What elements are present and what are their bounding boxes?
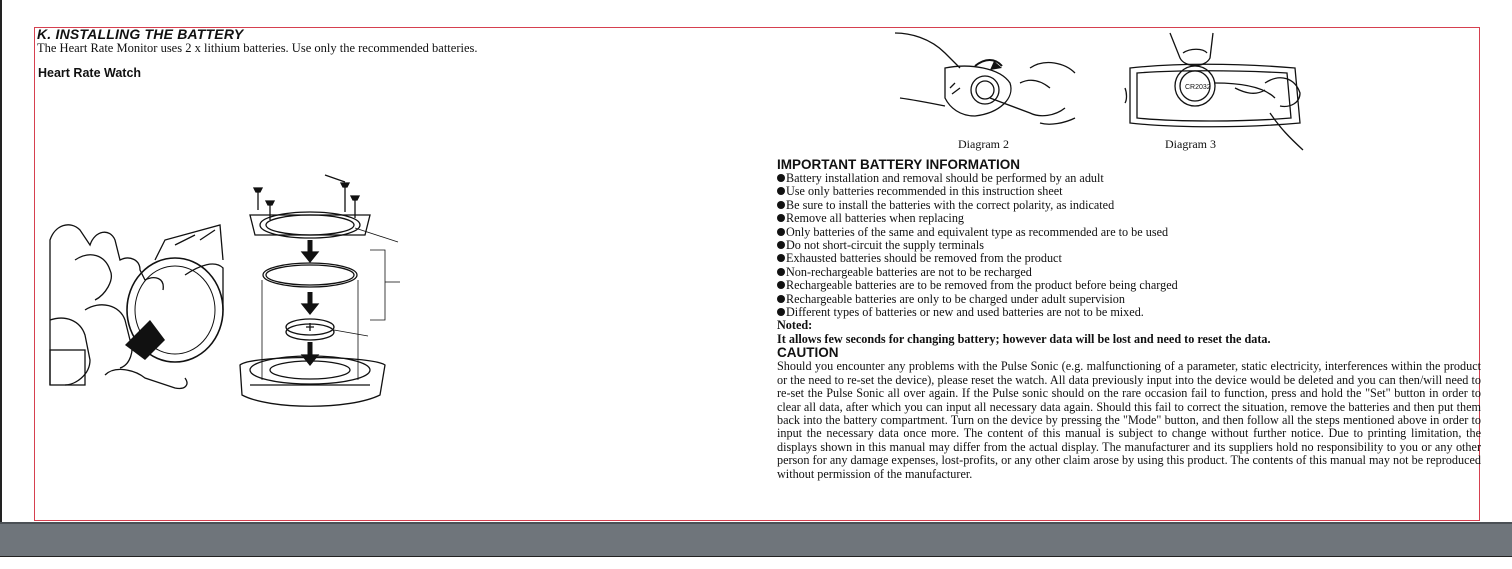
diagram-3-caption: Diagram 3 bbox=[1165, 137, 1216, 151]
bullet-icon bbox=[777, 254, 785, 262]
info-heading: IMPORTANT BATTERY INFORMATION bbox=[777, 157, 1020, 172]
bullet-icon bbox=[777, 187, 785, 195]
list-item: Rechargeable batteries are only to be charged under adult supervision bbox=[777, 293, 1481, 306]
bullet-icon bbox=[777, 281, 785, 289]
exploded-battery-diagram bbox=[230, 170, 410, 415]
caution-heading: CAUTION bbox=[777, 345, 839, 361]
battery-label: CR2032 bbox=[1185, 84, 1211, 91]
noted-label: Noted: bbox=[777, 318, 813, 333]
intro-text: The Heart Rate Monitor uses 2 x lithium batteries. Use only the recommended batteries. bbox=[37, 41, 478, 55]
diagram-2-caption: Diagram 2 bbox=[958, 137, 1009, 151]
footer-bottom-strip bbox=[0, 556, 1512, 569]
list-item: Use only batteries recommended in this instruction sheet bbox=[777, 185, 1481, 198]
bullet-icon bbox=[777, 214, 785, 222]
diagram-3-illustration bbox=[1115, 28, 1315, 153]
list-item: Non-rechargeable batteries are not to be recharged bbox=[777, 266, 1481, 279]
bullet-icon bbox=[777, 268, 785, 276]
noted-text: It allows few seconds for changing battery; however data will be lost and need to reset the data. bbox=[777, 331, 1271, 346]
bullet-icon bbox=[777, 228, 785, 236]
diagram-2-illustration bbox=[890, 28, 1080, 140]
screw-icon bbox=[254, 188, 262, 210]
list-item: Exhausted batteries should be removed from the product bbox=[777, 252, 1481, 265]
list-item: Do not short-circuit the supply terminals bbox=[777, 239, 1481, 252]
bullet-icon bbox=[777, 201, 785, 209]
caution-text: Should you encounter any problems with the Pulse Sonic (e.g. malfunctioning of a parameter, static electricity, interferences within the product or the need to re-set the device), please reset the watch. All data previously input into the device would be deleted and you can then/will need to re-set the Pulse Sonic all over again. If the Pulse sonic should on the rare occasion fail to function, press and hold the "Set" button in order to clear all data, after which you can input all necessary data again. Should this fail to correct the situation, remove the batteries and then put them back into the battery compartment. Turn on the device by pressing the "Mode" button, and then follow all the steps mentioned above in order to input the necessary data once more. The content of this manual is subject to change without further notice. Due to printing limitation, the displays shown in this manual may differ from the actual display. The manufacturer and its suppliers hold no responsibility to you or any other person for any damage expenses, lost-profits, or any other claim arose by using this product. The contents of this manual may not be reproduced without permission of the manufacturer. bbox=[777, 359, 1481, 481]
list-item: Rechargeable batteries are to be removed from the product before being charged bbox=[777, 279, 1481, 292]
bullet-icon bbox=[777, 308, 785, 316]
list-item: Different types of batteries or new and used batteries are not to be mixed. bbox=[777, 306, 1481, 319]
watch-heading: Heart Rate Watch bbox=[38, 66, 142, 80]
list-item: Remove all batteries when replacing bbox=[777, 212, 1481, 225]
open-watch-illustration bbox=[45, 200, 225, 400]
bullet-icon bbox=[777, 295, 785, 303]
battery-info-section bbox=[777, 158, 1481, 481]
page-edge-rule bbox=[0, 0, 2, 558]
bullet-icon bbox=[777, 174, 785, 182]
list-item: Only batteries of the same and equivalent type as recommended are to be used bbox=[777, 226, 1481, 239]
list-item: Battery installation and removal should be performed by an adult bbox=[777, 172, 1481, 185]
battery-info-list bbox=[777, 172, 1481, 319]
bullet-icon bbox=[777, 241, 785, 249]
footer-bar bbox=[0, 522, 1512, 558]
list-item: Be sure to install the batteries with the correct polarity, as indicated bbox=[777, 199, 1481, 212]
section-title: K. INSTALLING THE BATTERY bbox=[37, 26, 244, 42]
